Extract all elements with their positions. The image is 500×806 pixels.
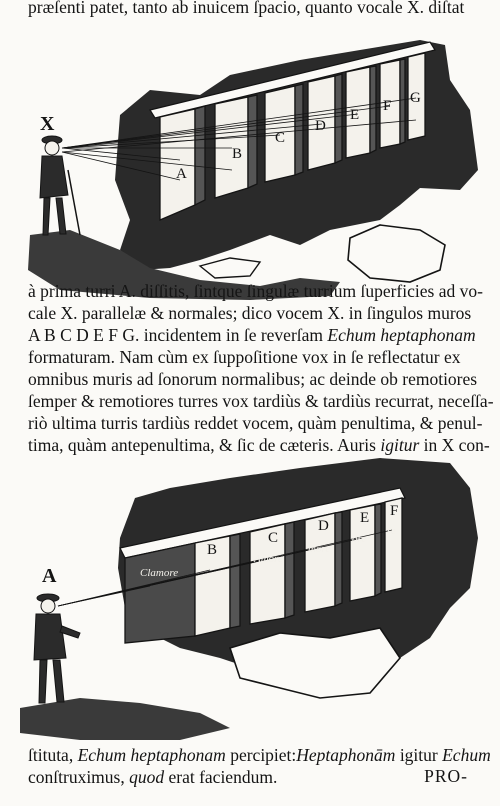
body-line-3-text: A B C D E F G. incidentem in ſe reverſam [28, 325, 324, 345]
echo-word: re [387, 525, 396, 537]
running-text-top: præſenti patet, tanto ab inuicem ſpacio, quanto vocale X. diſtat [28, 0, 465, 17]
bottom-italic-echum: Echum heptaphonam [77, 745, 226, 765]
italic-igitur: igitur [380, 435, 420, 455]
body-line-8-end: in X con- [423, 435, 490, 455]
wall-label: C [268, 530, 279, 546]
bottom-line-2 [28, 766, 277, 788]
body-line-8-text: tima, quàm antepenultima, & ſic de cæteris. Auris [28, 435, 376, 455]
wall-label: B [232, 146, 243, 162]
echo-word: ore [352, 533, 367, 545]
wall-label: B [207, 542, 218, 558]
bottom-text-2c: erat faciendum. [168, 767, 278, 787]
boulder [348, 225, 445, 282]
catchword: PRO- [424, 766, 468, 786]
bottom-italic-echum-2: Echum [442, 745, 491, 765]
bottom-italic-quod: quod [129, 767, 165, 787]
figure-heptaphonic-echo-bottom [0, 458, 500, 748]
body-line-4: formaturam. Nam cùm ex ſuppoſitione vox in ſe reflectatur ex [28, 347, 461, 367]
body-line-6: ſemper & remotiores turres vox tardiùs & tardiùs recurrat, neceſſa- [28, 391, 494, 411]
echo-word: Amore [254, 553, 283, 565]
ground-bottom [20, 698, 230, 740]
wall-label: C [275, 130, 286, 146]
bottom-text-e: igitur [399, 745, 438, 765]
italic-echum: Echum heptaphonam [327, 325, 476, 345]
wall-label: G [410, 90, 421, 106]
speaker-label-x: X [40, 113, 55, 135]
speaker-label-a: A [42, 565, 57, 587]
wall-label: E [360, 510, 370, 526]
echo-word: more [308, 543, 331, 555]
wall-label: A [176, 166, 187, 182]
bottom-italic-heptaphonam: Heptaphonām [296, 745, 396, 765]
body-line-5: omnibus muris ad ſonorum normalibus; ac deinde ob remotiores [28, 369, 478, 389]
body-line-1: à prima turri A. diſſitis, ſintque ſingulæ turrium ſuperficies ad vo- [28, 281, 483, 301]
body-line-3 [28, 324, 476, 346]
body-line-7: riò ultima turris tardiùs reddet vocem, quàm penultima, & penul- [28, 413, 483, 433]
bottom-text-a: ſtituta, [28, 745, 74, 765]
wall-label: D [315, 118, 326, 134]
wall-label: E [350, 107, 360, 123]
speaker-figure [34, 594, 80, 703]
bottom-text-2a: conſtruximus, [28, 767, 125, 787]
wall-label: F [383, 98, 392, 114]
figure-heptaphonic-echo-top [0, 20, 500, 302]
body-line-2: cale X. parallelæ & normales; dico vocem X. in ſingulos muros [28, 303, 472, 323]
wall-label: D [318, 518, 329, 534]
small-rock [200, 258, 260, 278]
wall-label: F [390, 503, 399, 519]
echo-word: Clamore [140, 567, 179, 579]
body-line-8 [28, 434, 490, 456]
bottom-line-1 [28, 744, 491, 766]
bottom-text-c: percipiet: [230, 745, 297, 765]
